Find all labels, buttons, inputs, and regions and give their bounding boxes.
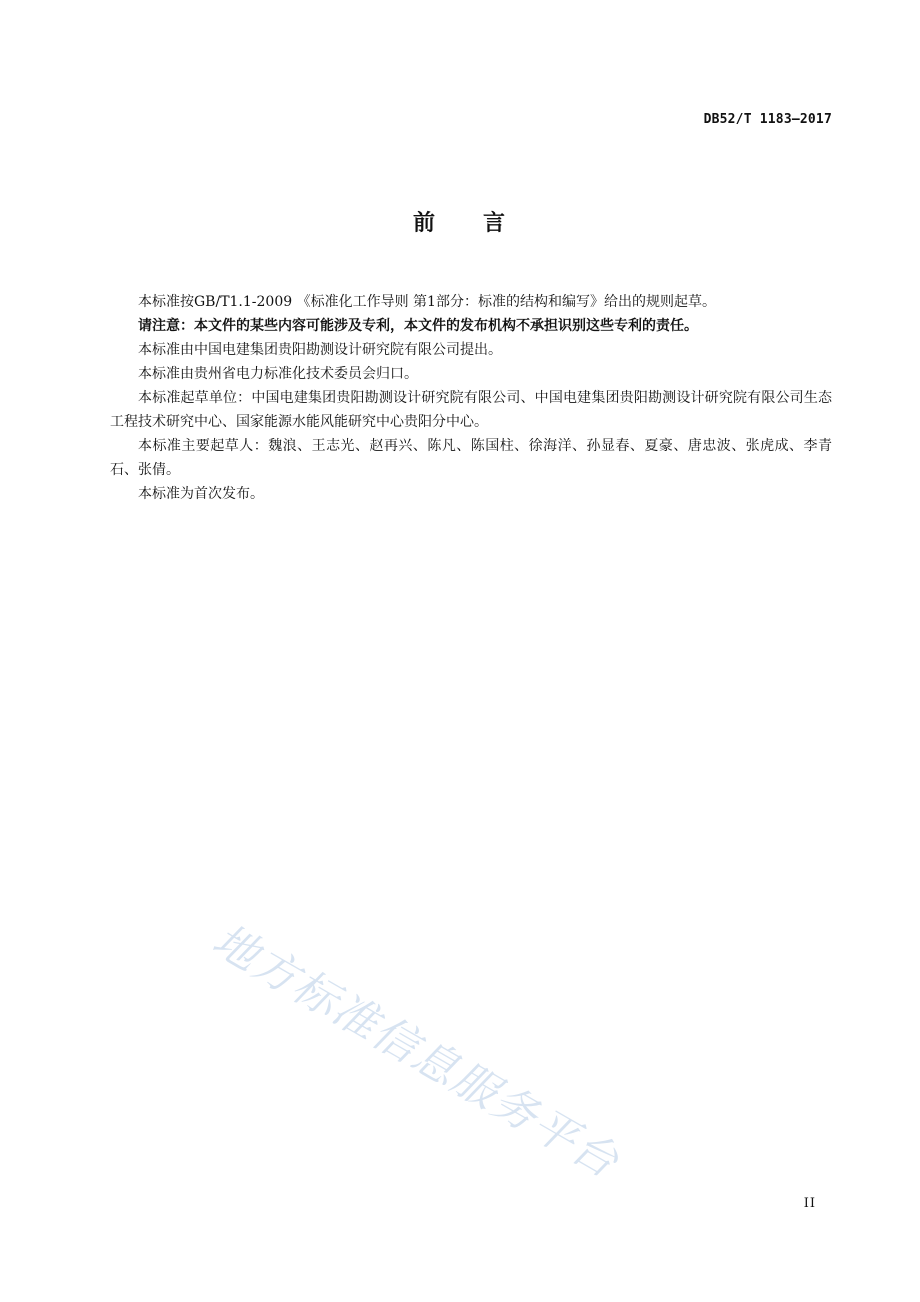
paragraph-first-release: 本标准为首次发布。 — [138, 486, 264, 502]
watermark: 地方标准信息服务平台 — [204, 914, 628, 1189]
page-title — [0, 206, 920, 237]
title-char-2: 言 — [483, 211, 508, 236]
paragraph-patent-notice: 请注意：本文件的某些内容可能涉及专利，本文件的发布机构不承担识别这些专利的责任。 — [138, 318, 698, 334]
title-char-1: 前 — [412, 211, 437, 236]
standard-code: DB52/T 1183—2017 — [703, 112, 832, 127]
paragraph-drafting-rules: 本标准按GB/T1.1-2009 《标准化工作导则 第1部分：标准的结构和编写》给出的规则起草。 — [138, 294, 716, 310]
paragraph-drafting-units: 本标准起草单位：中国电建集团贵阳勘测设计研究院有限公司、中国电建集团贵阳勘测设计研究院有限公司生态工程技术研究中心、国家能源水能风能研究中心贵阳分中心。 — [110, 390, 832, 430]
paragraph-drafters: 本标准主要起草人：魏浪、王志光、赵再兴、陈凡、陈国柱、徐海洋、孙显春、夏豪、唐忠波、张虎成、李青石、张倩。 — [110, 438, 832, 478]
paragraph-proposer: 本标准由中国电建集团贵阳勘测设计研究院有限公司提出。 — [138, 342, 502, 358]
page-number: II — [803, 1196, 816, 1211]
paragraph-committee: 本标准由贵州省电力标准化技术委员会归口。 — [138, 366, 418, 382]
foreword-body — [110, 290, 832, 506]
